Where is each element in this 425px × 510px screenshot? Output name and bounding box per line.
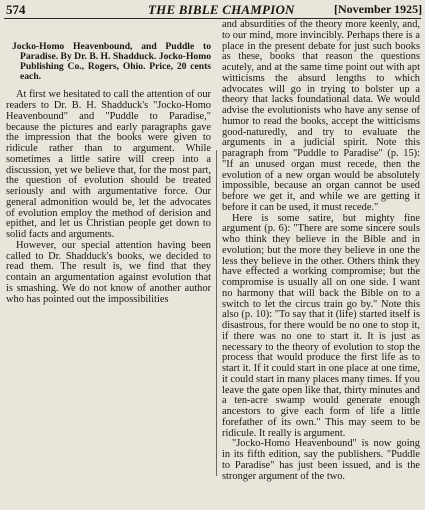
- paragraph: and absurdities of the theory more keenly, and, to our mind, more invincibly. Perhaps there is a place in the present debate for just such books as these, books that reason the questions acutely, and at the same time point out with apt witticisms the absurd lengths to which advocates will go in trying to bolster up a theory that lacks foundational data. We would advise the evolutionists who have any sense of humor to read the books, accept the witticisms good-naturedly, and try to evaluate the arguments in a judicial spirit. Note this paragraph from "Puddle to Paradise" (p. 15): "If an unused organ must recede, then the evolution of a new organ would be absolutely impossible, because an organ cannot be used before we get it, and while we are getting it before it can be used, it must recede.": [222, 19, 420, 213]
- paragraph: At first we hesitated to call the attention of our readers to Dr. B. H. Shadduck's "Jocko-Homo Heavenbound" and "Puddle to Paradise," because the pictures and early paragraphs gave the impression that the books were given to ridicule rather than to argument. While sometimes a little satire will creep into a discussion, yet we believe that, for the most part, the question of evolution should be treated seriously and with argumentative force. Our general admonition would be, let the advocates of evolution employ the method of derision and epithet, and let us Christian people get down to solid facts and arguments.: [6, 89, 211, 241]
- journal-title: THE BIBLE CHAMPION: [148, 2, 295, 17]
- book-notice: Jocko-Homo Heavenbound, and Puddle to Paradise. By Dr. B. H. Shadduck. Jocko-Homo Publishing Co., Rogers, Ohio. Price, 20 cents each.: [12, 41, 211, 83]
- issue-date: [November 1925]: [334, 2, 423, 16]
- page-number: 574: [6, 2, 26, 17]
- paragraph: "Jocko-Homo Heavenbound" is now going in its fifth edition, say the publishers. "Puddle to Paradise" has just been issued, and is the stronger argument of the two.: [222, 438, 420, 482]
- column-divider: [216, 150, 217, 476]
- paragraph: However, our special attention having been called to Dr. Shadduck's books, we decided to read them. The result is, we find that they contain an argumentation against evolution that is smashing. We do not know of another author who has pointed out the impossibilities: [6, 239, 211, 305]
- right-column: [222, 20, 420, 482]
- left-column: [6, 26, 211, 305]
- paragraph: Here is some satire, but mighty fine argument (p. 6): "There are some sincere souls who think they believe in the Bible and in evolution; but the more they believe in one the less they believe in the other. Others think they have effected a working compromise; but the compromise is usually all on one side. I want no harmony that will back the Bible on to a switch to let the circus train go by." Note this also (p. 10): "To say that it (life) started itself is disastrous, for there would be no one to stop it, if there was no one to start it. It is just as necessary to the theory of evolution to stop the process that would produce the first life as to start it. If it could start in one place at one time, it could start in many places many times. If you leave the gate open like that, thirty minutes and a ten-acre swamp would generate enough ancestors to give each form of life a little forefather of its own." This may seem to be ridicule. It really is argument.: [222, 212, 420, 439]
